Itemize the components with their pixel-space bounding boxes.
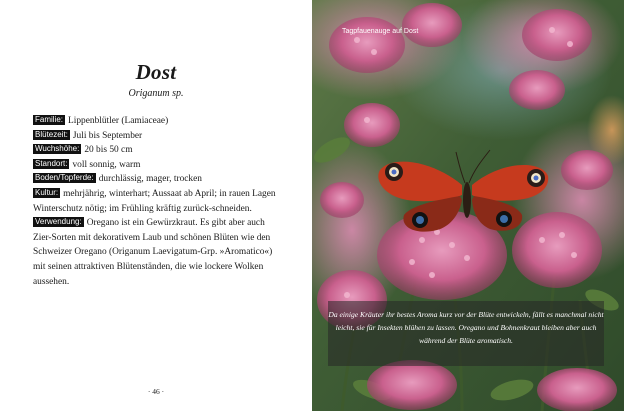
entry-familie [33, 114, 278, 129]
entry-bluetezeit [33, 129, 278, 144]
label-standort: Standort: [35, 158, 68, 168]
page-number: · 46 · [147, 387, 165, 396]
photo-label: Tagpfauenauge auf Dost [342, 28, 419, 35]
label-verwendung: Verwendung: [35, 217, 82, 227]
value-wuchshoehe: 20 bis 50 cm [84, 145, 133, 156]
entry-boden [33, 172, 278, 187]
label-wuchshoehe: Wuchshöhe: [35, 144, 80, 154]
label-familie: Familie: [35, 115, 64, 124]
label-bluetezeit: Blütezeit: [35, 129, 68, 139]
plant-title: Dost [135, 60, 177, 84]
label-kultur: Kultur: [35, 187, 59, 197]
value-boden: durchlässig, mager, trocken [98, 174, 202, 185]
entry-standort [33, 158, 278, 173]
right-page [312, 0, 624, 411]
value-bluetezeit: Juli bis September [72, 130, 143, 141]
plant-profile [33, 114, 278, 289]
entry-wuchshoehe [33, 143, 278, 158]
photo-caption: Da einige Kräuter ihr bestes Aroma kurz vor der Blüte entwickeln, fällt es manchmal nicht leicht, sie für Insekten blühen zu lassen. Oregano und Bohnenkraut bleiben aber auch während der Blüte aromatisch. [328, 310, 604, 346]
entry-verwendung [33, 216, 278, 289]
entry-kultur [33, 187, 278, 216]
value-kultur: mehrjährig, winterhart; Aussaat ab April; in rauen Lagen Winterschutz nötig; im Frühling kräftig zurück-schneiden. [33, 188, 276, 214]
label-boden: Boden/Topferde: [35, 173, 94, 183]
value-verwendung: Oregano ist ein Gewürzkraut. Es gibt aber auch Zier-Sorten mit dekorativem Laub und schönen Blüten wie den Schweizer Oregano (Origanum Laevigatum-Grp. »Aromatico«) mit seinen attraktiven Blütenständen, die wie lockere Wolken aussehen. [33, 218, 273, 287]
value-standort: voll sonnig, warm [72, 159, 141, 170]
value-familie: Lippenblütler (Lamiaceae) [68, 116, 169, 126]
plant-latin-name: Origanum sp. [128, 88, 184, 99]
